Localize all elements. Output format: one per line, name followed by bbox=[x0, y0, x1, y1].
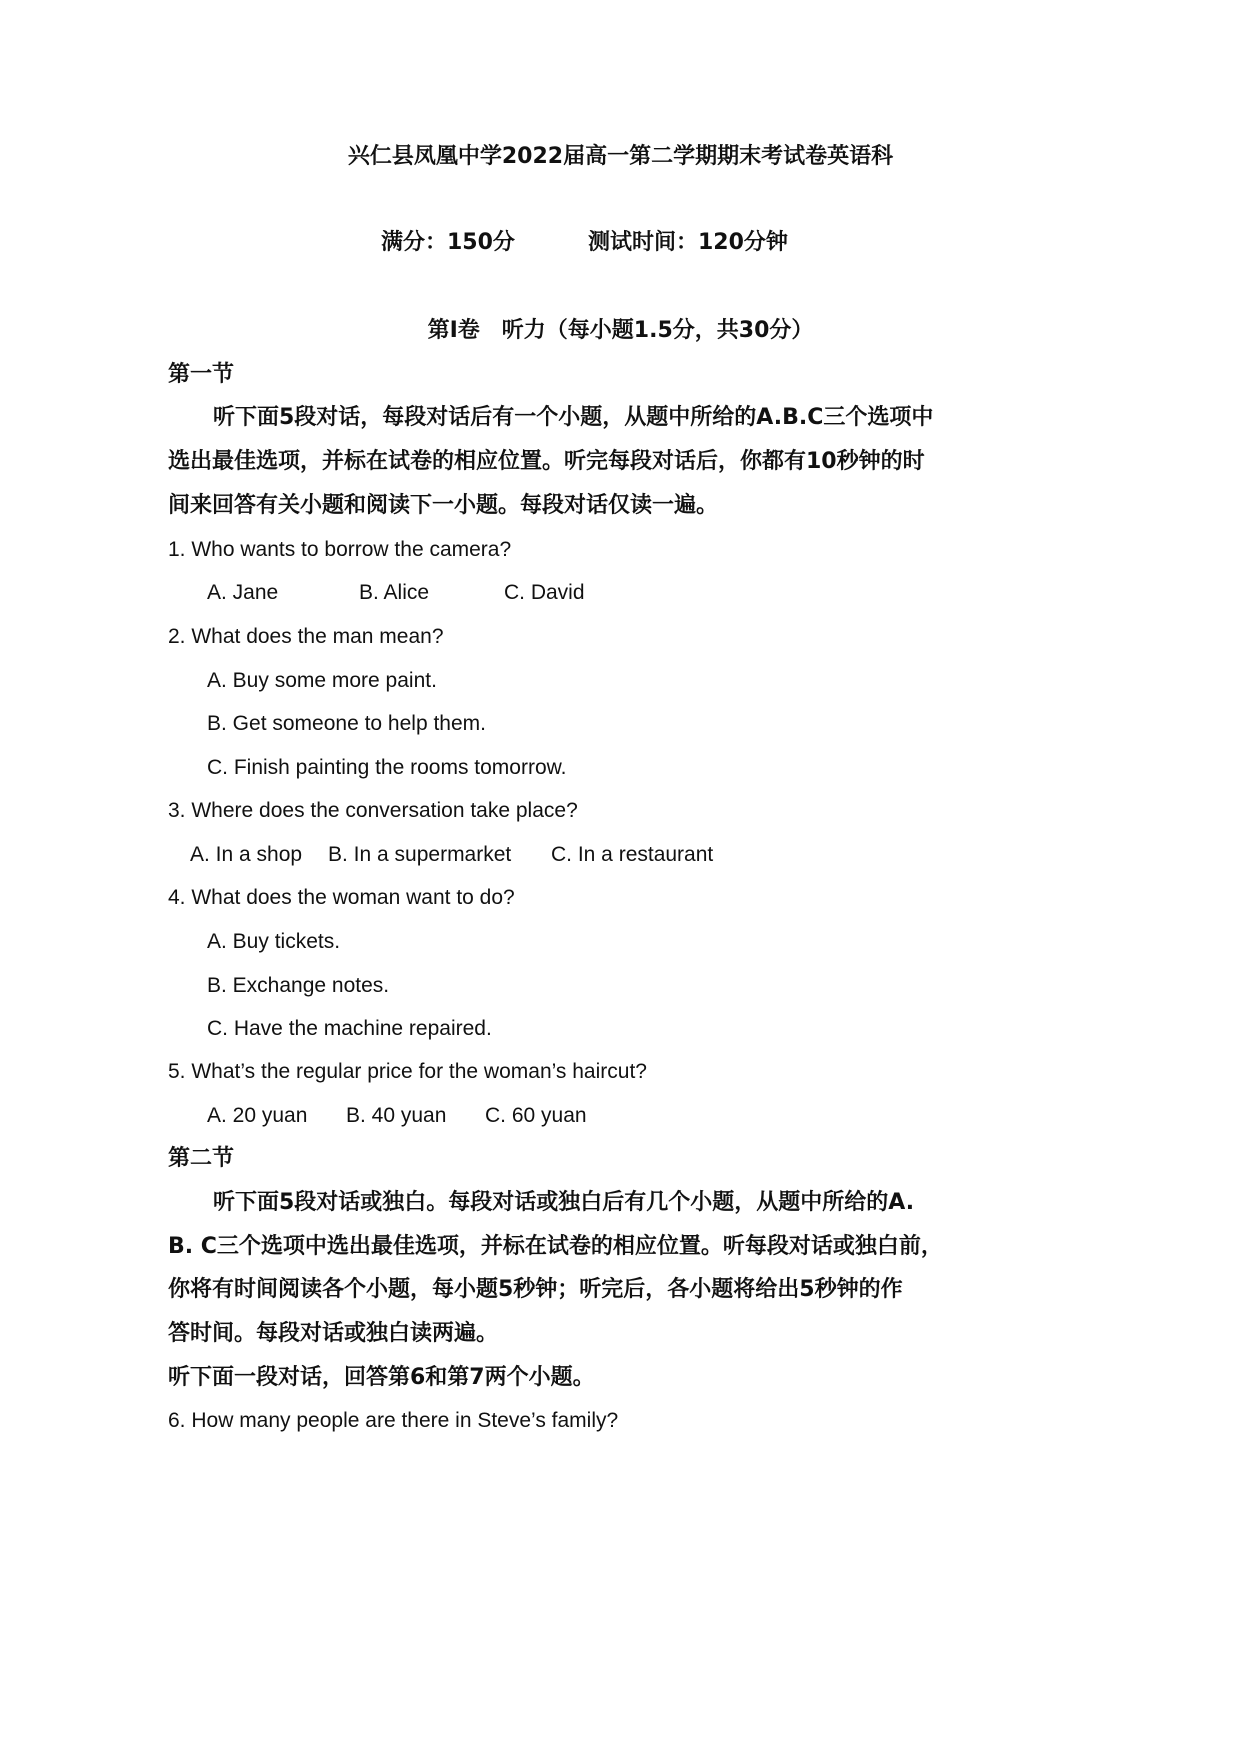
option-c: C. In a restaurant bbox=[551, 843, 714, 866]
question-stem: 2. What does the man mean? bbox=[168, 625, 444, 648]
options-row bbox=[0, 1105, 1241, 1129]
option-a: A. 20 yuan bbox=[207, 1104, 308, 1127]
question-stem: 6. How many people are there in Steve’s family? bbox=[168, 1409, 619, 1432]
section2-instruction-line: 听下面5段对话或独白。每段对话或独白后有几个小题，从题中所给的A. bbox=[213, 1190, 915, 1215]
section2-sub-instruction: 听下面一段对话，回答第6和第7两个小题。 bbox=[168, 1365, 595, 1390]
section2-instruction-line: 答时间。每段对话或独白读两遍。 bbox=[168, 1321, 499, 1346]
test-time: 测试时间：120分钟 bbox=[588, 230, 788, 255]
section2-instruction-line: B. C三个选项中选出最佳选项，并标在试卷的相应位置。听每段对话或独白前， bbox=[168, 1234, 943, 1259]
option-a: A. Buy some more paint. bbox=[207, 669, 437, 692]
volume-title: 第Ⅰ卷 听力（每小题1.5分，共30分） bbox=[427, 318, 814, 343]
option-b: B. Alice bbox=[359, 581, 430, 604]
option-a: A. Buy tickets. bbox=[207, 930, 341, 953]
options-row bbox=[0, 844, 1241, 868]
option-b: B. Exchange notes. bbox=[207, 974, 390, 997]
question-stem: 3. Where does the conversation take place? bbox=[168, 799, 578, 822]
option-b: B. Get someone to help them. bbox=[207, 712, 486, 735]
question-stem: 5. What’s the regular price for the woman’s haircut? bbox=[168, 1060, 647, 1083]
section1-instruction-line: 间来回答有关小题和阅读下一小题。每段对话仅读一遍。 bbox=[168, 493, 719, 518]
section1-heading: 第一节 bbox=[168, 362, 235, 387]
full-score: 满分：150分 bbox=[381, 230, 515, 255]
option-a: A. In a shop bbox=[190, 843, 303, 866]
section1-instruction-line: 选出最佳选项，并标在试卷的相应位置。听完每段对话后，你都有10秒钟的时 bbox=[168, 449, 925, 474]
section2-instruction-line: 你将有时间阅读各个小题，每小题5秒钟；听完后，各小题将给出5秒钟的作 bbox=[168, 1277, 903, 1302]
option-a: A. Jane bbox=[207, 581, 279, 604]
question-stem: 1. Who wants to borrow the camera? bbox=[168, 538, 512, 561]
options-row bbox=[0, 582, 1241, 606]
exam-title: 兴仁县凤凰中学2022届高一第二学期期末考试卷英语科 bbox=[347, 144, 894, 169]
option-c: C. David bbox=[504, 581, 585, 604]
question-stem: 4. What does the woman want to do? bbox=[168, 886, 515, 909]
option-b: B. 40 yuan bbox=[346, 1104, 447, 1127]
option-c: C. Finish painting the rooms tomorrow. bbox=[207, 756, 567, 779]
option-c: C. 60 yuan bbox=[485, 1104, 587, 1127]
option-b: B. In a supermarket bbox=[328, 843, 512, 866]
section1-instruction-line: 听下面5段对话，每段对话后有一个小题，从题中所给的A.B.C三个选项中 bbox=[213, 405, 934, 430]
section2-heading: 第二节 bbox=[168, 1146, 235, 1171]
option-c: C. Have the machine repaired. bbox=[207, 1017, 492, 1040]
